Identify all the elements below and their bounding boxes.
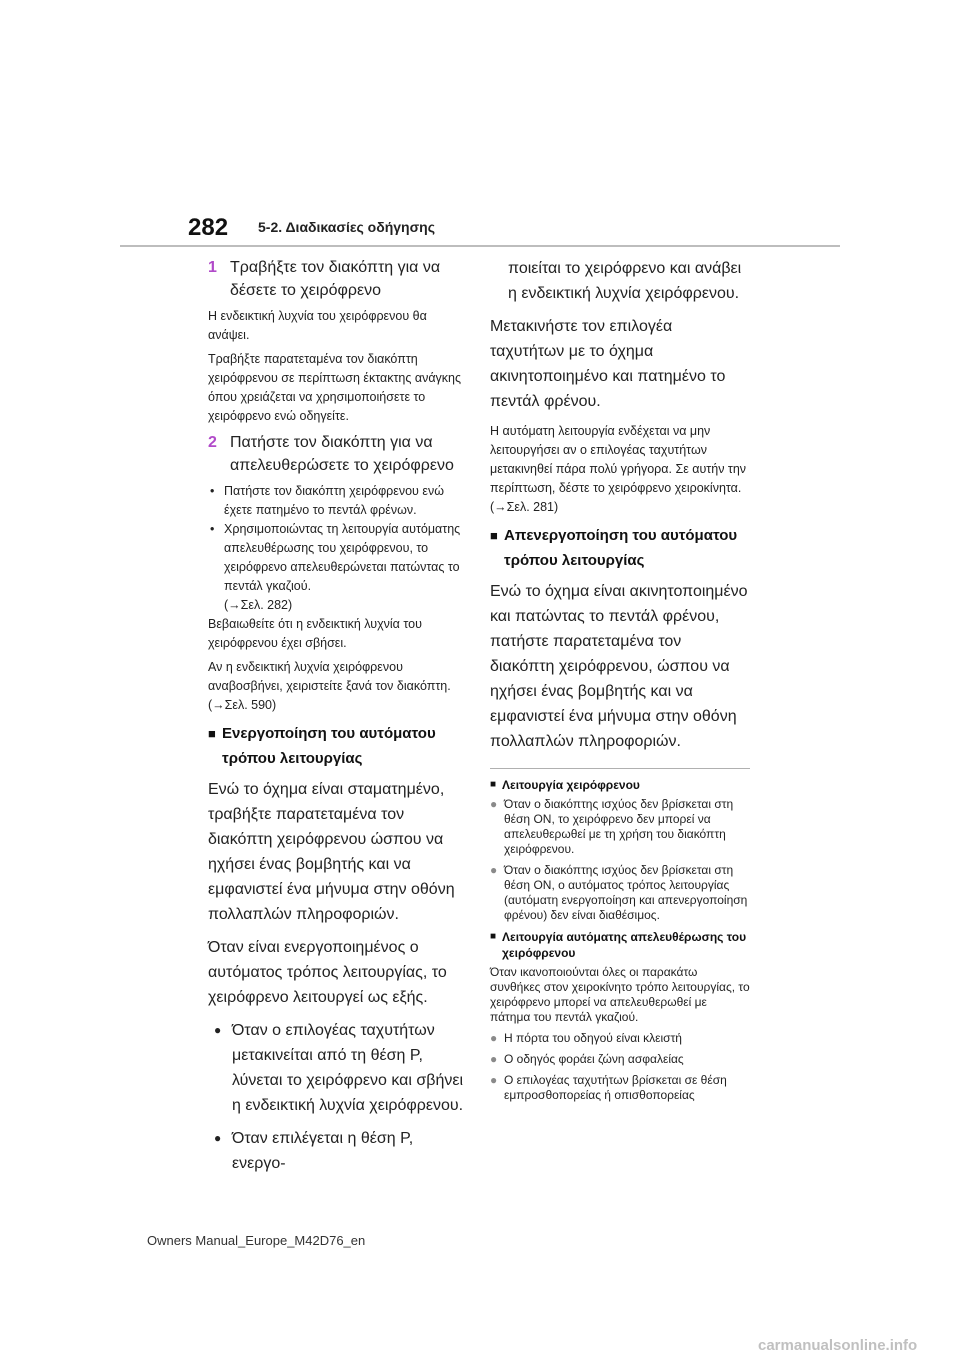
list-item-body: Χρησιμοποιώντας τη λειτουργία αυτόματης απελευθέρωσης του χειρόφρενου, το χειρόφρενο απελευθερώνεται πατώντας το πεντάλ γκαζιού. xyxy=(224,522,461,593)
note-text: Ο επιλογέας ταχυτήτων βρίσκεται σε θέση εμπροσθοπορείας ή οπισθοπορείας xyxy=(504,1073,727,1102)
subheading-text: Απενεργοποίηση του αυτόματου τρόπου λειτουργίας xyxy=(504,527,738,569)
square-bullet-icon: ■ xyxy=(490,931,497,942)
notes-divider xyxy=(490,768,750,769)
footer-text: Owners Manual_Europe_M42D76_en xyxy=(147,1233,366,1248)
step-number: 1 xyxy=(208,259,217,276)
list-item-text xyxy=(224,520,470,615)
filled-circle-icon: ● xyxy=(490,1073,498,1087)
step-2 xyxy=(208,431,470,477)
list-item xyxy=(208,482,470,520)
step-1 xyxy=(208,256,470,302)
note-paragraph: Όταν ικανοποιούνται όλες οι παρακάτω συνθήκες στον χειροκίνητο τρόπο λειτουργίας, το χειρόφρενο μπορεί να απελευθερωθεί με πάτημα του πεντάλ γκαζιού. xyxy=(490,965,750,1024)
filled-circle-icon: ● xyxy=(490,863,498,877)
subheading-text: Ενεργοποίηση του αυτόματου τρόπου λειτουργίας xyxy=(222,725,436,767)
note-text: Όταν ο διακόπτης ισχύος δεν βρίσκεται στη θέση ON, ο αυτόματος τρόπος λειτουργίας (αυτόματη ενεργοποίηση και απενεργοποίηση φρένου) δεν είναι διαθέσιμος. xyxy=(504,863,748,922)
note-heading-text: Λειτουργία αυτόματης απελευθέρωσης του χειρόφρενου xyxy=(502,930,747,960)
right-column xyxy=(490,256,750,1109)
paragraph: Βεβαιωθείτε ότι η ενδεικτική λυχνία του χειρόφρενου έχει σβήσει. xyxy=(208,617,422,650)
list-item xyxy=(208,520,470,615)
bullet-icon: • xyxy=(210,484,215,498)
note-item xyxy=(490,797,750,857)
paragraph: Η αυτόματη λειτουργία ενδέχεται να μην λειτουργήσει αν ο επιλογέας ταχυτήτων μετακινηθεί πάρα πολύ γρήγορα. Σε αυτήν την περίπτωση, δέστε το χειρόφρενο χειροκίνητα. (→Σελ. 281) xyxy=(490,424,747,514)
square-bullet-icon: ■ xyxy=(490,779,497,790)
paragraph-large: Ενώ το όχημα είναι ακινητοποιημένο και πατώντας το πεντάλ φρένου, πατήστε παρατεταμένα τον διακόπτη χειρόφρενου, ώσπου να ηχήσει ένας βομβητής και να εμφανιστεί ένα μήνυμα στην οθόνη πολλαπλών πληροφοριών. xyxy=(490,583,748,750)
note-item xyxy=(490,1073,750,1103)
filled-circle-icon: ● xyxy=(490,1052,498,1066)
step-text: Πατήστε τον διακόπτη για να απελευθερώσετε το χειρόφρενο xyxy=(230,434,454,474)
note-heading xyxy=(490,929,750,961)
left-column xyxy=(208,256,470,1184)
paragraph: Η ενδεικτική λυχνία του χειρόφρενου θα ανάψει. xyxy=(208,309,427,342)
note-item xyxy=(490,1031,750,1046)
note-text: Όταν ο διακόπτης ισχύος δεν βρίσκεται στη θέση ON, το χειρόφρενο δεν μπορεί να απελευθερωθεί με τη χρήση του διακόπτη χειρόφρενου. xyxy=(504,797,734,856)
paragraph: Αν η ενδεικτική λυχνία χειρόφρενου αναβοσβήνει, χειριστείτε ξανά τον διακόπτη. (→Σελ. 590) xyxy=(208,660,451,712)
note-text: Ο οδηγός φοράει ζώνη ασφαλείας xyxy=(504,1052,684,1066)
bullet-icon: • xyxy=(210,522,215,536)
list-item-text: Πατήστε τον διακόπτη χειρόφρενου ενώ έχετε πατημένο το πεντάλ φρένων. xyxy=(224,484,444,517)
filled-circle-icon: ● xyxy=(490,797,498,811)
page-number: 282 xyxy=(188,214,229,241)
list-item xyxy=(208,1126,470,1176)
filled-circle-icon: ● xyxy=(490,1031,498,1045)
subheading-automatic-off xyxy=(490,523,750,573)
paragraph-large-continued: ποιείται το χειρόφρενο και ανάβει η ενδεικτική λυχνία χειρόφρενου. xyxy=(508,260,742,302)
note-heading-text: Λειτουργία χειρόφρενου xyxy=(502,778,640,792)
square-bullet-icon: ■ xyxy=(208,726,216,741)
note-item xyxy=(490,863,750,923)
header-rule xyxy=(120,245,840,247)
step-text: Τραβήξτε τον διακόπτη για να δέσετε το χειρόφρενο xyxy=(230,259,441,299)
paragraph-large: Όταν είναι ενεργοποιημένος ο αυτόματος τρόπος λειτουργίας, το χειρόφρενο λειτουργεί ως εξής. xyxy=(208,939,447,1006)
subheading-automatic-on xyxy=(208,721,470,771)
watermark: carmanualsonline.info xyxy=(758,1337,918,1354)
paragraph: Τραβήξτε παρατεταμένα τον διακόπτη χειρόφρενου σε περίπτωση έκτακτης ανάγκης όπου χρειάζεται να χρησιμοποιήσετε το χειρόφρενο ενώ οδηγείτε. xyxy=(208,352,462,423)
note-text: Η πόρτα του οδηγού είναι κλειστή xyxy=(504,1031,682,1045)
note-heading xyxy=(490,777,750,793)
section-title: 5-2. Διαδικασίες οδήγησης xyxy=(258,219,436,235)
filled-circle-icon: ● xyxy=(214,1131,222,1145)
square-bullet-icon: ■ xyxy=(490,528,498,543)
page-reference-link[interactable]: (→Σελ. 282) xyxy=(224,598,293,612)
list-item xyxy=(208,1018,470,1118)
step-number: 2 xyxy=(208,434,217,451)
filled-circle-icon: ● xyxy=(214,1023,222,1037)
paragraph-large: Μετακινήστε τον επιλογέα ταχυτήτων με το όχημα ακινητοποιημένο και πατημένο το πεντάλ φρένου. xyxy=(490,318,726,410)
paragraph-large: Ενώ το όχημα είναι σταματημένο, τραβήξτε παρατεταμένα τον διακόπτη χειρόφρενου ώσπου να ηχήσει ένας βομβητής και να εμφανιστεί ένα μήνυμα στην οθόνη πολλαπλών πληροφοριών. xyxy=(208,781,455,923)
list-item-text: Όταν επιλέγεται η θέση P, ενεργο- xyxy=(232,1130,414,1172)
note-item xyxy=(490,1052,750,1067)
list-item-text: Όταν ο επιλογέας ταχυτήτων μετακινείται από τη θέση P, λύνεται το χειρόφρενο και σβήνει η ενδεικτική λυχνία χειρόφρενου. xyxy=(232,1022,464,1114)
